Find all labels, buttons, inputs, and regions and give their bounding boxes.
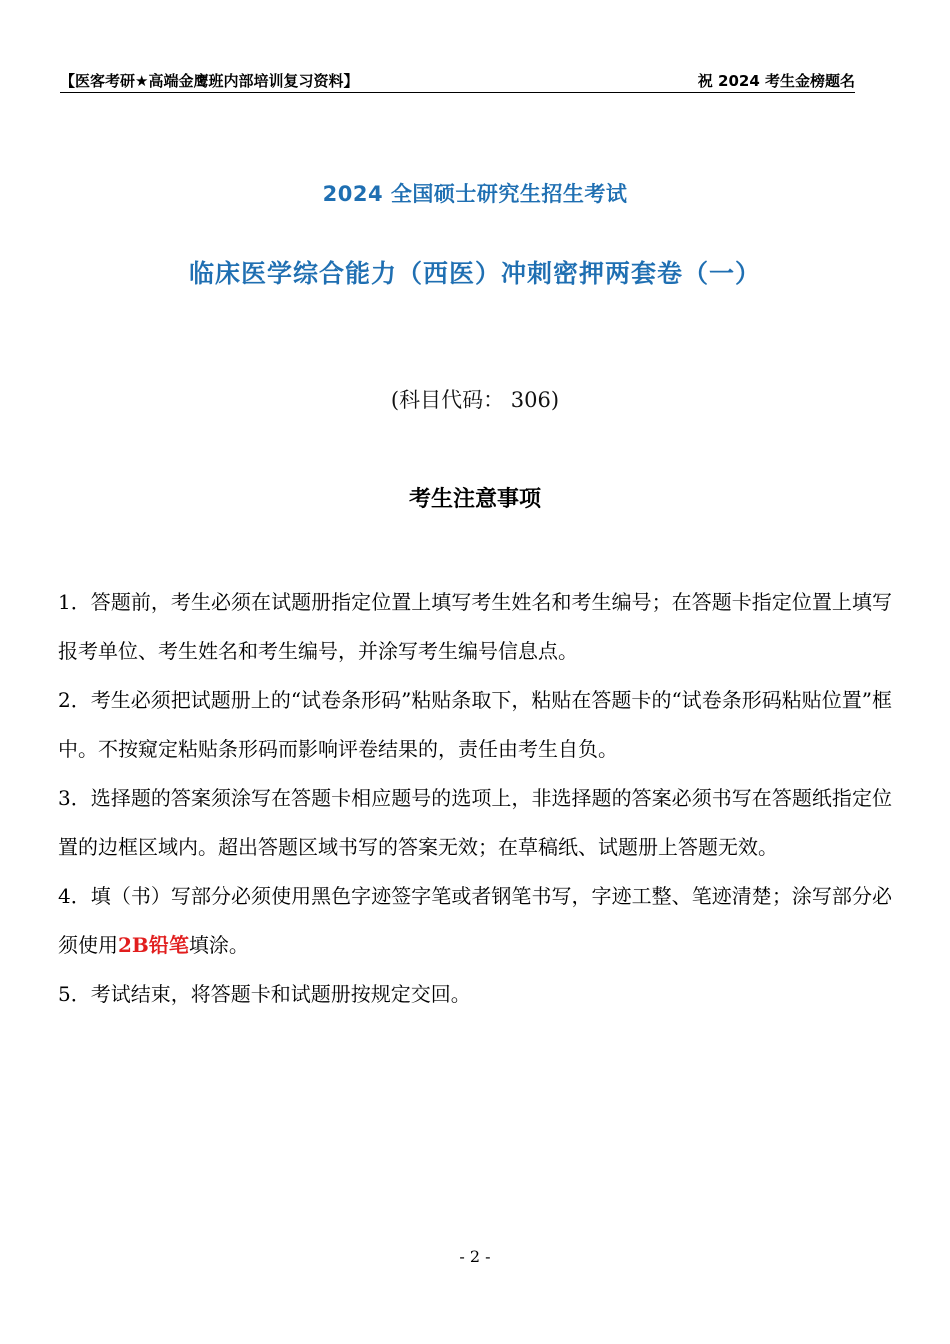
page-header (60, 70, 855, 93)
notice-item-1: 1．答题前，考生必须在试题册指定位置上填写考生姓名和考生编号；在答题卡指定位置上填写报考单位、考生姓名和考生编号，并涂写考生编号信息点。 (58, 590, 892, 663)
header-left-text: 【医客考研★高端金鹰班内部培训复习资料】 (60, 72, 359, 90)
page-number: - 2 - (459, 1247, 491, 1266)
notice-item-4-highlight: 2B铅笔 (118, 933, 189, 957)
notice-item-2: 2．考生必须把试题册上的“试卷条形码”粘贴条取下，粘贴在答题卡的“试卷条形码粘贴位置”框中。不按窥定粘贴条形码而影响评卷结果的，责任由考生自负。 (58, 688, 892, 761)
paper-title: 临床医学综合能力（西医）冲刺密押两套卷（一） (188, 259, 761, 288)
exam-title: 2024 全国硕士研究生招生考试 (322, 182, 628, 206)
notice-item-3: 3．选择题的答案须涂写在答题卡相应题号的选项上，非选择题的答案必须书写在答题纸指定位置的边框区域内。超出答题区域书写的答案无效；在草稿纸、试题册上答题无效。 (58, 786, 892, 859)
notice-heading: 考生注意事项 (408, 487, 541, 512)
notice-item-4-text-before: 4．填（书）写部分必须使用黑色字迹签字笔或者钢笔书写，字迹工整、笔迹清楚；涂写部分必须使用 (58, 884, 892, 957)
subject-code: (科目代码： 306) (390, 388, 560, 412)
header-right-text: 祝 2024 考生金榜题名 (697, 72, 855, 90)
notice-item-5: 5．考试结束，将答题卡和试题册按规定交回。 (58, 982, 471, 1006)
notice-item-4 (58, 872, 892, 970)
notice-item-4-text-after: 填涂。 (188, 933, 249, 957)
notice-list (58, 578, 892, 1019)
